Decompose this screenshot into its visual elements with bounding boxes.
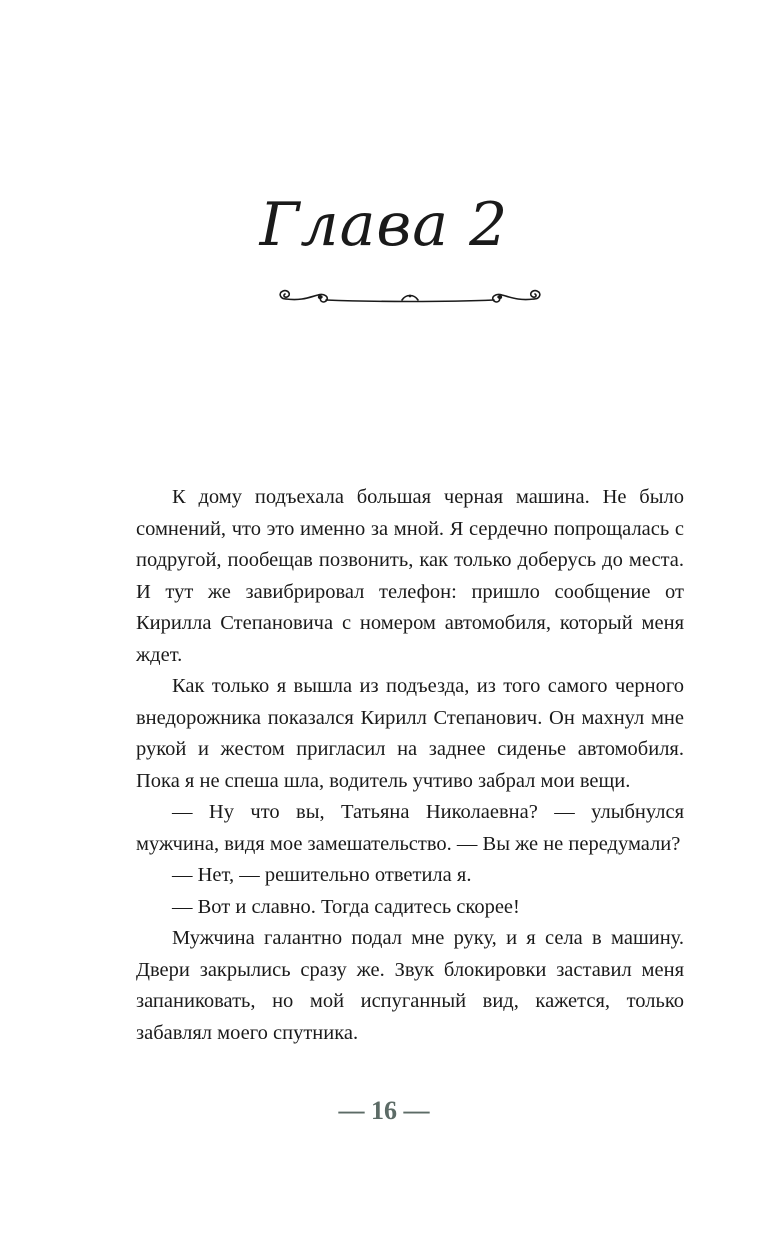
- page-number: — 16 —: [338, 1096, 430, 1125]
- paragraph: — Ну что вы, Татьяна Николаевна? — улыбнулся мужчина, видя мое замешательство. — Вы же не передумали?: [136, 801, 684, 855]
- paragraph: — Нет, — решительно ответила я.: [172, 864, 472, 886]
- body-text: [136, 482, 684, 1049]
- paragraph: Как только я вышла из подъезда, из того самого черного внедорожника показался Кирилл Степанович. Он махнул мне рукой и жестом пригласил на заднее сиденье автомобиля. Пока я не спеша шла, водитель учтиво забрал мои вещи.: [136, 675, 684, 792]
- paragraph: Мужчина галантно подал мне руку, и я села в машину. Двери закрылись сразу же. Звук блокировки заставил меня запаниковать, но мой испуганный вид, кажется, только забавлял моего спутника.: [136, 927, 684, 1044]
- chapter-title: Глава 2: [259, 190, 509, 260]
- paragraph: — Вот и славно. Тогда садитесь скорее!: [172, 895, 520, 918]
- flourish-ornament: [272, 283, 548, 313]
- paragraph: К дому подъехала большая черная машина. Не было сомнений, что это именно за мной. Я сердечно попрощалась с подругой, пообещав позвонить, как только доберусь до места. И тут же завибрировал телефон: пришло сообщение от Кирилла Степановича с номером автомобиля, который меня ждет.: [136, 486, 684, 666]
